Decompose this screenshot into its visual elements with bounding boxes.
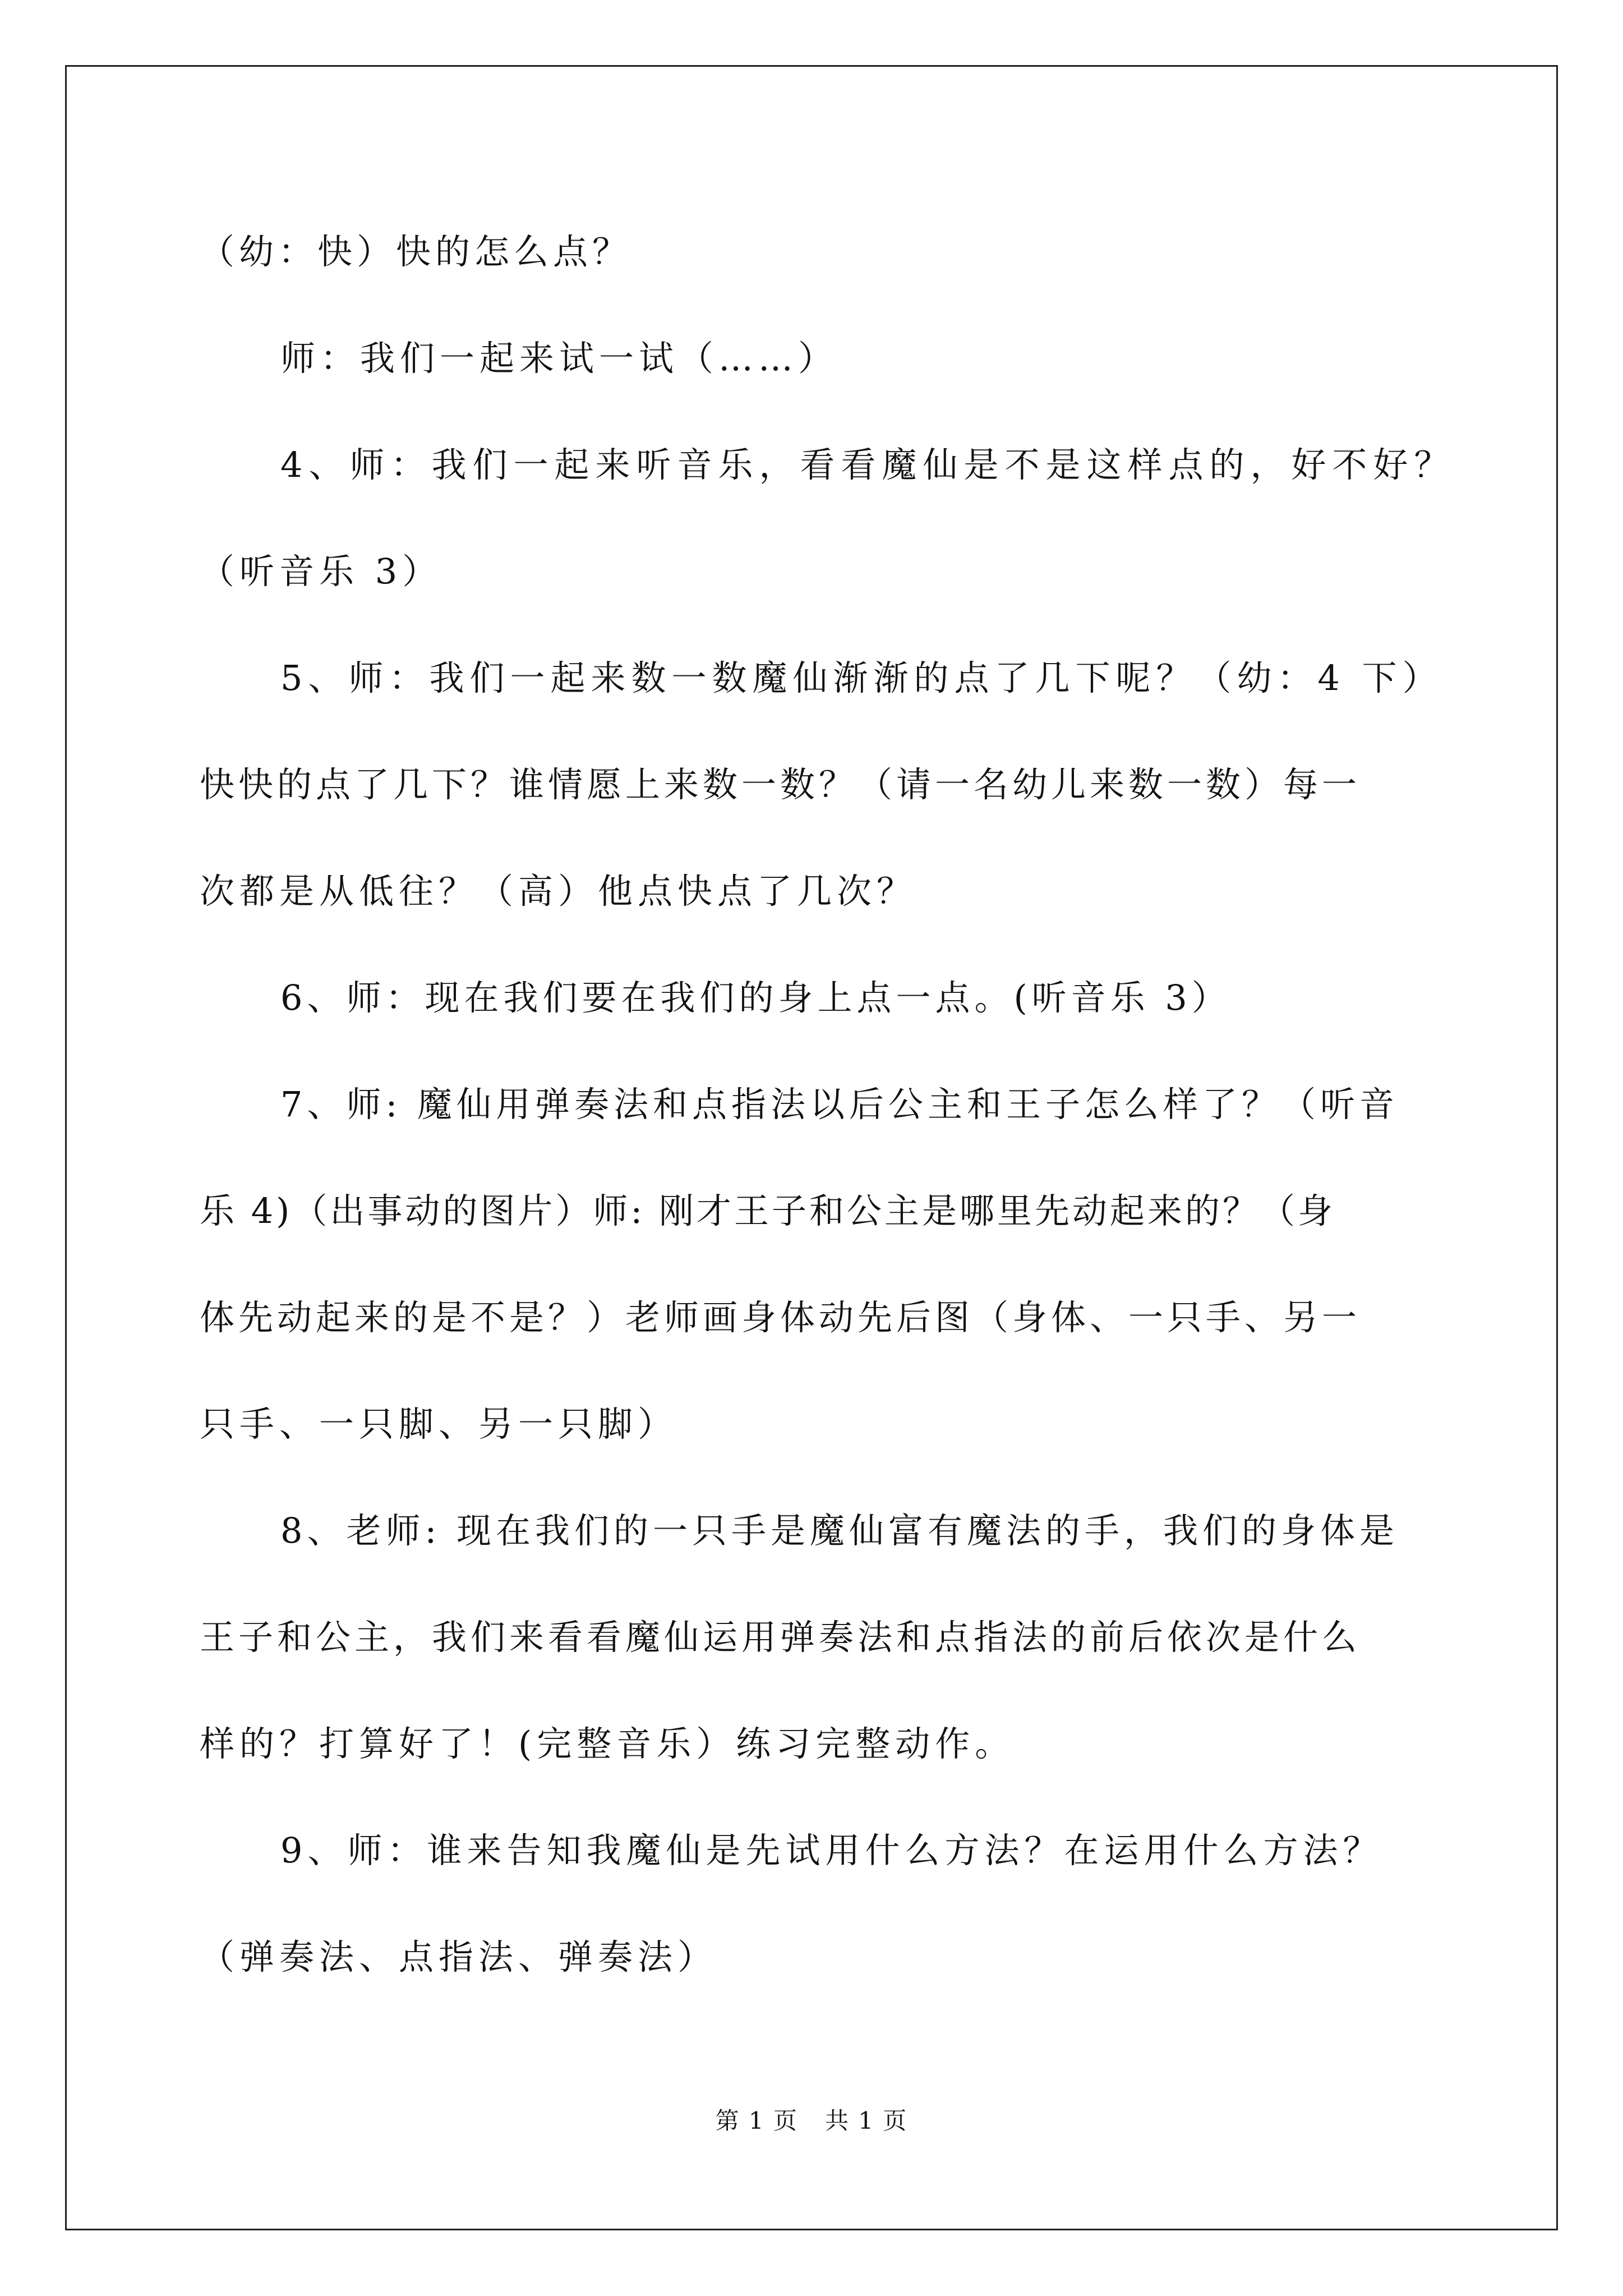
text-line: 7、师: 魔仙用弹奏法和点指法以后公主和王子怎么样了？（听音: [280, 1084, 1399, 1125]
text-line: （幼：快）快的怎么点？: [200, 231, 632, 272]
text-line: 只手、一只脚、另一只脚）: [200, 1404, 678, 1444]
text-line: 体先动起来的是不是？）老师画身体动先后图（身体、一只手、另一: [200, 1297, 1361, 1338]
text-line: （弹奏法、点指法、弹奏法）: [200, 1936, 718, 1977]
text-line: 次都是从低往？（高）他点快点了几次？: [200, 871, 917, 912]
text-line: 王子和公主，我们来看看魔仙运用弹奏法和点指法的前后依次是什么: [200, 1617, 1361, 1658]
text-line: 快快的点了几下？谁情愿上来数一数？（请一名幼儿来数一数）每一: [200, 764, 1361, 805]
text-line: （听音乐 3）: [200, 551, 442, 592]
text-line: 乐 4)（出事动的图片）师: 刚才王子和公主是哪里先动起来的？（身: [200, 1190, 1335, 1231]
page-footer: [0, 2109, 1623, 2133]
page-number: 第 1 页: [715, 2107, 798, 2134]
text-line: 9、师：谁来告知我魔仙是先试用什么方法？在运用什么方法？: [280, 1830, 1383, 1871]
text-line: 4、师：我们一起来听音乐，看看魔仙是不是这样点的，好不好？: [280, 444, 1455, 485]
text-line: 6、师：现在我们要在我们的身上点一点。(听音乐 3）: [280, 977, 1231, 1018]
text-line: 样的？打算好了！(完整音乐）练习完整动作。: [200, 1723, 1015, 1764]
page-border: [65, 65, 1558, 2230]
text-line: 5、师：我们一起来数一数魔仙渐渐的点了几下呢？（幼：4 下）: [280, 657, 1443, 698]
text-line: 8、老师: 现在我们的一只手是魔仙富有魔法的手，我们的身体是: [280, 1510, 1399, 1551]
page-total: 共 1 页: [825, 2107, 908, 2134]
text-line: 师：我们一起来试一试（……）: [280, 338, 838, 379]
